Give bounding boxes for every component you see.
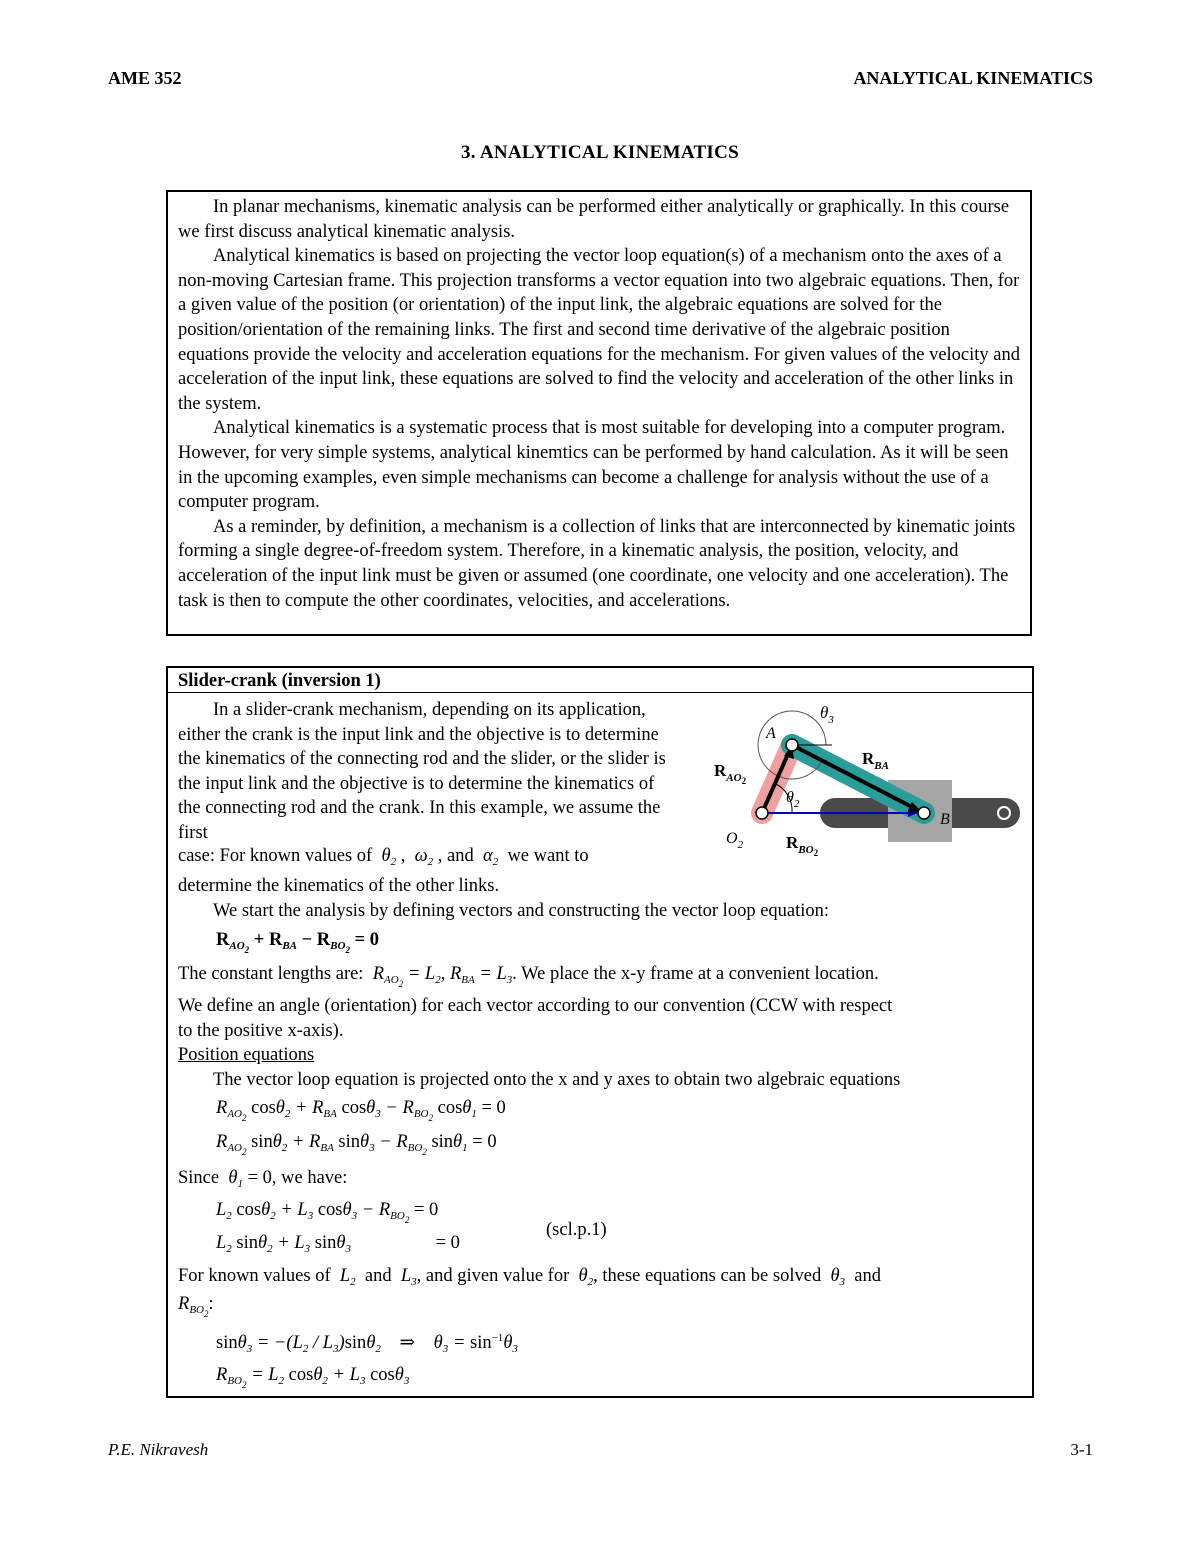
header-course: AME 352	[108, 68, 182, 88]
section-intro-text: In a slider-crank mechanism, depending on its application, either the crank is the input link and the objective is to determine the kinematics of the connecting rod and the slider, or the slider is the input link and the objective is to determine the kinematics of the connecting rod and the crank. In this example, we assume the first	[178, 700, 666, 843]
label-b: B	[940, 811, 950, 828]
label-theta2: $\theta_2$	[786, 789, 800, 810]
known-values-r: $R_{BO_2}$:	[178, 1294, 214, 1319]
slider-crank-box	[166, 666, 1034, 1398]
label-rbo2: $R_{BO}2$	[786, 833, 819, 858]
equation-x: $R_{AO_2}$ $\cos\theta_2 + R_{BA}$ $\cos\theta_3 - R_{BO_2}$ cosθ$_1$ = 0	[216, 1098, 506, 1123]
equation-scl-2: $L_2$ $\sin\theta_2 + L_3$ sinθ$_3$ = 0	[216, 1233, 460, 1255]
intro-paragraph-2: Analytical kinematics is based on projecting the vector loop equation(s) of a mechanism onto the axes of a non-moving Cartesian frame. This projection transforms a vector equation into two algebraic equations. Then, for a given value of the position (or orientation) of the input link, the algebraic equations are solved for the position/orientation of the remaining links. The first and second time derivative of the algebraic position equations provide the velocity and acceleration equations for the mechanism. For given values of the velocity and acceleration of the input link, these equations are solved to find the velocity and acceleration of the other links in the system.	[178, 246, 1020, 414]
label-theta3: $\theta_3$	[820, 703, 834, 726]
constant-lengths-line: The constant lengths are: $R_{AO_2} = L_2$, $R_{BA} = L_3$. We place the x-y frame at a convenient location.	[178, 964, 879, 989]
determine-line: determine the kinematics of the other links.	[178, 876, 500, 896]
section-intro	[178, 698, 678, 846]
position-equations-heading: Position equations	[178, 1045, 315, 1065]
define-line-1: We define an angle (orientation) for each vector according to our convention (CCW with respect	[178, 996, 893, 1016]
solution-rbo2: $R_{BO_2} = L_2$ $\cos\theta_2 + L_3$ cosθ$_3$	[216, 1365, 410, 1390]
header-topic: ANALYTICAL KINEMATICS	[853, 68, 1093, 88]
define-line-2: to the positive x-axis).	[178, 1021, 344, 1041]
pin-a-icon	[786, 739, 798, 751]
intro-paragraph-3: Analytical kinematics is a systematic process that is most suitable for developing into a computer program. However, for very simple systems, analytical kinemtics can be performed by hand calculation. As it will be seen in the upcoming examples, even simple mechanisms can become a challenge for analysis without the use of a computer program.	[178, 418, 1009, 513]
slider-crank-figure	[704, 698, 1034, 868]
projection-line: The vector loop equation is projected onto the x and y axes to obtain two algebraic equations	[213, 1070, 901, 1090]
label-rao2: $R_{AO}2$	[714, 761, 747, 786]
vector-rba	[792, 745, 912, 807]
pin-b-icon	[918, 807, 930, 819]
intro-paragraph-4: As a reminder, by definition, a mechanism is a collection of links that are interconnected by kinematic joints forming a single degree-of-freedom system. Therefore, in a kinematic analysis, the position, velocity, and acceleration of the input link must be given or assumed (one coordinate, one velocity and one acceleration). The task is then to compute the other coordinates, velocities, and accelerations.	[178, 516, 1016, 611]
equation-scl-1: $L_2$ $\cos\theta_2 + L_3$ $\cos\theta_3 - R_{BO_2} = 0$	[216, 1200, 439, 1225]
label-rba: $R_{BA}$	[862, 749, 889, 772]
equation-y: $R_{AO_2}$ $\sin\theta_2 + R_{BA}$ $\sin\theta_3 - R_{BO_2}$ sinθ$_1$ = 0	[216, 1132, 497, 1157]
case-line: case: For known values of $\theta_2$ , $\omega_2$ , and $\alpha_2$ we want to	[178, 846, 589, 868]
page-title: 3. ANALYTICAL KINEMATICS	[460, 142, 739, 163]
footer-author: P.E. Nikravesh	[108, 1440, 209, 1459]
intro-box	[166, 190, 1032, 636]
start-line: We start the analysis by defining vectors and constructing the vector loop equation:	[213, 901, 830, 921]
label-o2: $O_2$	[726, 830, 744, 851]
label-a: A	[766, 725, 776, 742]
known-values-line: For known values of $L_2$ and $L_3$, and given value for $\theta_2$, these equations can be solved $\theta_3$ and	[178, 1266, 882, 1288]
intro-paragraph-1: In planar mechanisms, kinematic analysis can be performed either analytically or graphically. In this course we first discuss analytical kinematic analysis.	[178, 197, 1010, 242]
since-line: Since $\theta_1 = 0$, we have:	[178, 1168, 348, 1190]
pin-o2-icon	[756, 807, 768, 819]
solution-theta3: $\sin\theta_3 = -(L_2 / L_3)\sin\theta_2$ ⇒ $\theta_3 = \sin^{-1}\theta_3$	[216, 1332, 518, 1356]
section-heading: Slider-crank (inversion 1)	[168, 668, 1032, 693]
vector-loop-equation: $R_{AO_2} + R_{BA} - R_{BO_2} = 0$	[216, 930, 379, 955]
footer-page-number: 3-1	[1070, 1440, 1093, 1459]
equation-label: (scl.p.1)	[546, 1220, 607, 1240]
